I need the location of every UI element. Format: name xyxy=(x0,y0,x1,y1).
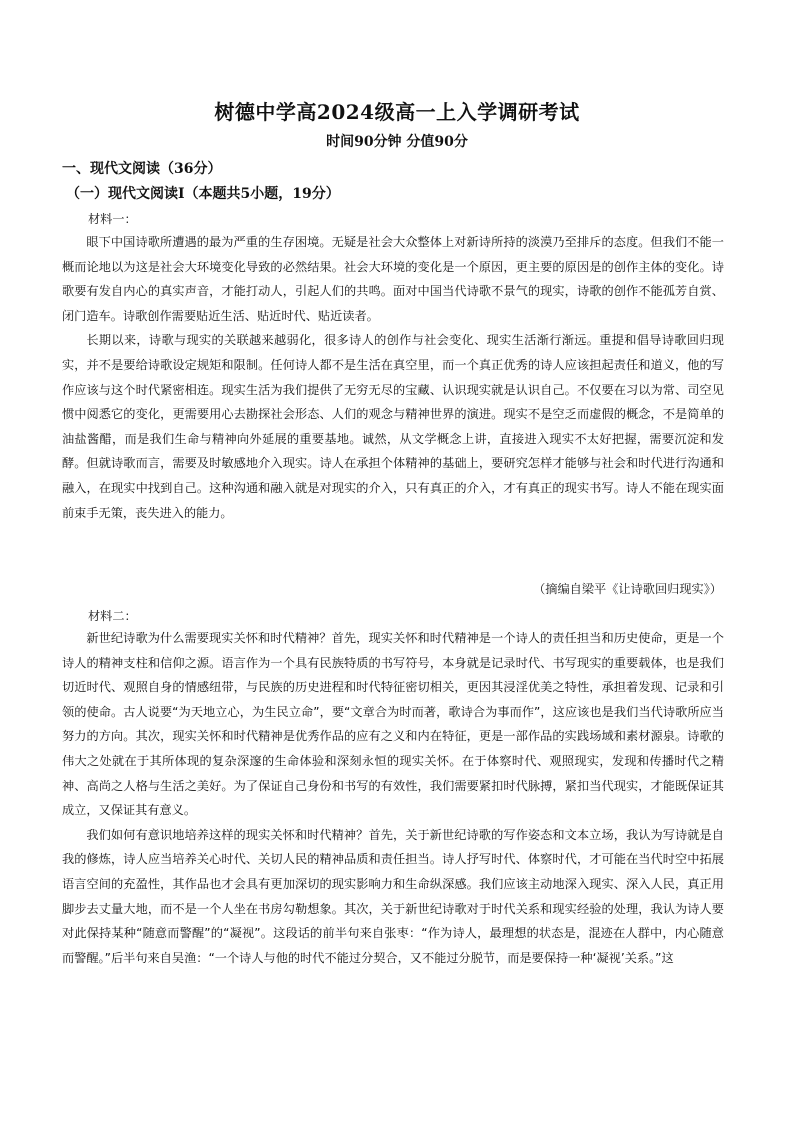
material-one-body xyxy=(62,230,724,525)
exam-title: 树德中学高2024级高一上入学调研考试 xyxy=(214,100,580,124)
subsection-heading: （一）现代文阅读I（本题共5小题，19分） xyxy=(66,186,340,202)
material-two-body xyxy=(62,626,724,970)
paragraph: 眼下中国诗歌所遭遇的最为严重的生存困境。无疑是社会大众整体上对新诗所持的淡漠乃至排斥的态度。但我们不能一概而论地以为这是社会大环境变化导致的必然结果。社会大环境的变化是一个原因，更主要的原因是的创作主体的变化。诗歌要有发自内心的真实声音，才能打动人，引起人们的共鸣。面对中国当代诗歌不景气的现实，诗歌的创作不能孤芳自赏、闭门造车。诗歌创作需要贴近生活、贴近时代、贴近读者。 xyxy=(62,235,724,323)
paragraph: 长期以来，诗歌与现实的关联越来越弱化，很多诗人的创作与社会变化、现实生活渐行渐远。重提和倡导诗歌回归现实，并不是要给诗歌设定规矩和限制。任何诗人都不是生活在真空里，而一个真正优秀的诗人应该担起责任和道义，他的写作应该与这个时代紧密相连。现实生活为我们提供了无穷无尽的宝藏、认识现实就是认识自己。不仅要在习以为常、司空见惯中阅悉它的变化，更需要用心去勘探社会形态、人们的观念与精神世界的演进。现实不是空乏而虚假的概念，不是简单的油盐酱醋，而是我们生命与精神向外延展的重要基地。诚然，从文学概念上讲，直接进入现实不太好把握，需要沉淀和发酵。但就诗歌而言，需要及时敏感地介入现实。诗人在承担个体精神的基础上，要研究怎样才能够与社会和时代进行沟通和融入，在现实中找到自己。这种沟通和融入就是对现实的介入，只有真正的介入，才有真正的现实书写。诗人不能在现实面前束手无策，丧失进入的能力。 xyxy=(62,333,724,520)
paragraph: 我们如何有意识地培养这样的现实关怀和时代精神？首先，关于新世纪诗歌的写作姿态和文本立场，我认为写诗就是自我的修炼，诗人应当培养关心时代、关切人民的精神品质和责任担当。诗人抒写时代、体察时代，才可能在当代时空中拓展语言空间的充盈性，其作品也才会具有更加深切的现实影响力和生命纵深感。我们应该主动地深入现实、深入人民，真正用脚步去丈量大地，而不是一个人坐在书房勾勒想象。其次，关于新世纪诗歌对于时代关系和现实经验的处理，我认为诗人要对此保持某种“随意而警醒”的“凝视”。这段话的前半句来自张枣：“作为诗人，最理想的状态是，混迹在人群中，内心随意而警醒。”后半句来自吴渔：“一个诗人与他的时代不能过分契合，又不能过分脱节，而是要保持一种‘凝视’关系。”这 xyxy=(62,827,724,965)
source-citation: （摘编自梁平《让诗歌回归现实》） xyxy=(533,582,722,596)
exam-subtitle: 时间90分钟 分值90分 xyxy=(326,134,468,150)
section-heading: 一、现代文阅读（36分） xyxy=(62,161,222,177)
paragraph: 新世纪诗歌为什么需要现实关怀和时代精神？首先，现实关怀和时代精神是一个诗人的责任担当和历史使命，更是一个诗人的精神支柱和信仰之源。语言作为一个具有民族特质的书写符号，本身就是记录时代、书写现实的重要载体，也是我们切近时代、观照自身的情感纽带，与民族的历史进程和时代特征密切相关，更因其浸淫优美之特性，承担着发现、记录和引领的使命。古人说要“为天地立心，为生民立命”，要“文章合为时而著，歌诗合为事而作”，这应该也是我们当代诗歌所应当努力的方向。其次，现实关怀和时代精神是优秀作品的应有之义和内在特征，更是一部作品的实践场域和素材源泉。诗歌的伟大之处就在于其所体现的复杂深邃的生命体验和深刻永恒的现实关怀。在于体察时代、观照现实，发现和传播时代之精神、高尚之人格与生活之美好。为了保证自己身份和书写的有效性，我们需要紧扣时代脉搏，紧扣当代现实，才能既保证其成立，又保证其有意义。 xyxy=(62,631,724,818)
material-one-label: 材料一： xyxy=(88,212,137,226)
material-two-label: 材料二： xyxy=(88,609,137,623)
